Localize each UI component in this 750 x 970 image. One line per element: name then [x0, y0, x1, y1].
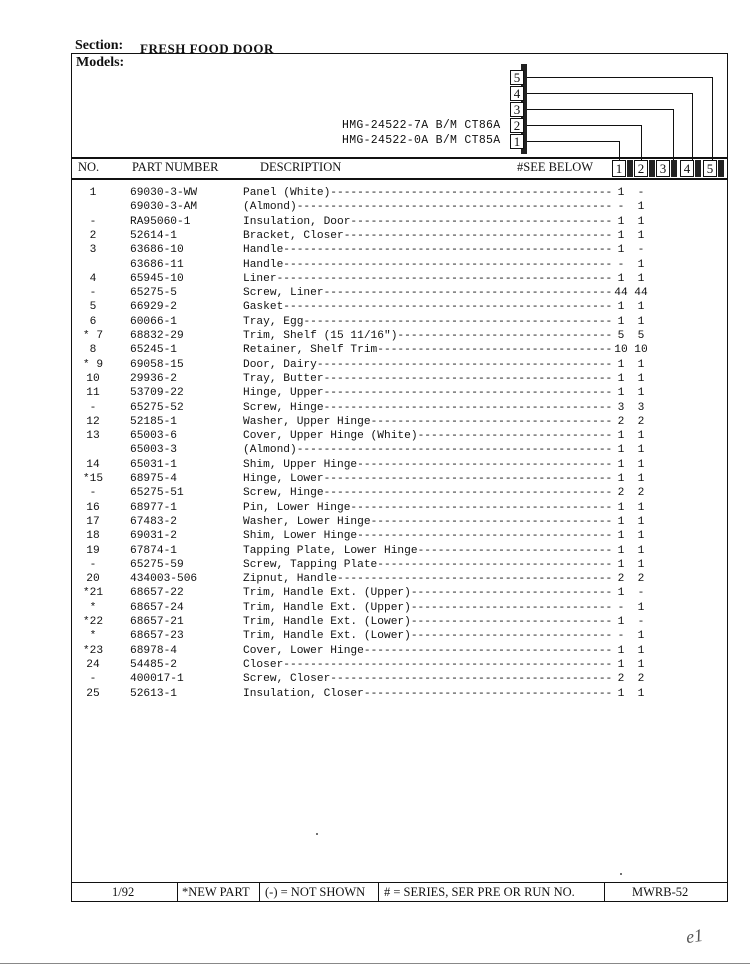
series-box-2: 2 — [510, 118, 524, 133]
part-number: 65003-6 — [130, 430, 177, 443]
part-number: 68832-29 — [130, 330, 184, 342]
header-series-divider — [718, 160, 724, 177]
table-row — [0, 215, 750, 229]
qty-series-2: 1 — [637, 544, 645, 557]
model-line-2: HMG-24522-0A B/M CT85A — [342, 134, 501, 147]
part-number: 68657-21 — [130, 616, 184, 628]
qty-series-1: 1 — [617, 387, 625, 400]
table-row — [0, 672, 750, 686]
header-series-divider — [627, 160, 633, 177]
qty-series-2: - — [637, 616, 645, 628]
header-bottom-rule — [72, 178, 727, 180]
model-line-1: HMG-24522-7A B/M CT86A — [342, 119, 501, 132]
part-number: 65003-3 — [130, 444, 177, 457]
qty-series-2: 2 — [637, 573, 645, 586]
part-description: Insulation, Door ----- — [243, 215, 613, 229]
part-number: 68977-1 — [130, 501, 177, 514]
table-row — [0, 501, 750, 515]
table-row — [0, 315, 750, 329]
part-item-number: 3 — [89, 244, 97, 257]
part-description: Washer, Lower Hinge ----- — [243, 515, 613, 529]
header-series-box-3: 3 — [656, 160, 670, 177]
part-number: 53709-22 — [130, 387, 184, 400]
part-description: Tray, Egg ----- — [243, 315, 613, 329]
qty-series-2: - — [637, 244, 645, 257]
qty-series-2: 2 — [637, 673, 645, 686]
qty-series-1: 1 — [617, 616, 625, 628]
footer-new-part-legend: *NEW PART — [182, 885, 250, 899]
models-label: Models: — [76, 55, 125, 70]
qty-series-1: - — [617, 630, 625, 643]
table-row — [0, 644, 750, 658]
qty-series-2: 1 — [637, 515, 645, 528]
part-description: Shim, Upper Hinge ----- — [243, 458, 613, 472]
header-series-box-1: 1 — [612, 160, 626, 177]
qty-series-1: 1 — [617, 430, 625, 443]
qty-series-2: 1 — [637, 458, 645, 471]
qty-series-2: - — [637, 187, 645, 199]
part-item-number: 17 — [86, 515, 100, 528]
part-number: 69030-3-AM — [130, 201, 198, 214]
qty-series-2: 1 — [637, 272, 645, 285]
qty-series-1: - — [617, 601, 625, 614]
table-row — [0, 458, 750, 472]
part-description: Shim, Lower Hinge ----- — [243, 529, 613, 543]
part-description: Gasket ----- — [243, 300, 613, 314]
qty-series-2: 1 — [637, 444, 645, 457]
qty-series-1: 1 — [617, 515, 625, 528]
part-description: Retainer, Shelf Trim ----- — [243, 343, 613, 357]
part-number: 67874-1 — [130, 544, 177, 557]
qty-series-2: 1 — [637, 372, 645, 385]
part-description: Panel (White) ----- — [243, 186, 613, 200]
part-number: 65275-51 — [130, 487, 184, 500]
part-item-number: * — [89, 601, 97, 614]
table-row — [0, 615, 750, 629]
qty-series-2: 1 — [637, 215, 645, 228]
part-number: 69058-15 — [130, 358, 184, 371]
part-number: 68657-22 — [130, 587, 184, 600]
header-series-divider — [695, 160, 701, 177]
handwritten-mark: e1 — [684, 924, 705, 948]
part-item-number: 24 — [86, 658, 100, 671]
part-number: 68657-23 — [130, 630, 184, 643]
table-row — [0, 486, 750, 500]
part-number: 52185-1 — [130, 415, 177, 428]
qty-series-1: 1 — [617, 229, 625, 242]
qty-series-1: 10 — [614, 344, 628, 357]
table-row — [0, 200, 750, 214]
qty-series-2: 1 — [637, 258, 645, 271]
qty-series-1: 1 — [617, 644, 625, 657]
qty-series-2: 1 — [637, 630, 645, 643]
series-box-5: 5 — [510, 70, 524, 85]
part-item-number: - — [89, 287, 97, 300]
table-row — [0, 687, 750, 701]
footer-bar — [72, 882, 727, 902]
part-description: Insulation, Closer ----- — [243, 687, 613, 701]
part-description: Screw, Closer ----- — [243, 672, 613, 686]
part-description: Handle ----- — [243, 258, 613, 272]
part-item-number: *22 — [82, 616, 104, 628]
table-row — [0, 186, 750, 200]
part-description: Cover, Lower Hinge ----- — [243, 644, 613, 658]
part-description: Liner ----- — [243, 272, 613, 286]
qty-series-1: 2 — [617, 415, 625, 428]
qty-series-1: 1 — [617, 372, 625, 385]
qty-series-1: 1 — [617, 358, 625, 371]
header-series-divider — [671, 160, 677, 177]
qty-series-2: 1 — [637, 229, 645, 242]
part-description: Trim, Handle Ext. (Lower) ----- — [243, 615, 613, 629]
part-item-number: *21 — [82, 587, 104, 600]
part-item-number: - — [89, 673, 97, 686]
table-row — [0, 629, 750, 643]
table-row — [0, 601, 750, 615]
part-number: 68975-4 — [130, 473, 177, 485]
col-header-description: DESCRIPTION — [260, 160, 342, 174]
table-row — [0, 372, 750, 386]
part-item-number: * 9 — [82, 358, 104, 371]
part-description: Washer, Upper Hinge ----- — [243, 415, 613, 429]
part-item-number: * 7 — [82, 330, 104, 342]
table-row — [0, 529, 750, 543]
table-row — [0, 572, 750, 586]
table-row — [0, 472, 750, 486]
part-item-number: 13 — [86, 430, 100, 443]
qty-series-2: 1 — [637, 473, 645, 485]
qty-series-1: 1 — [617, 473, 625, 485]
part-description: Hinge, Lower ----- — [243, 472, 613, 486]
part-item-number: 5 — [89, 301, 97, 314]
header-top-rule — [72, 157, 727, 159]
col-header-part-number: PART NUMBER — [132, 160, 219, 174]
scan-speck — [316, 833, 318, 835]
qty-series-2: 1 — [637, 658, 645, 671]
table-row — [0, 258, 750, 272]
qty-series-2: 5 — [637, 330, 645, 342]
part-number: 69030-3-WW — [130, 187, 198, 199]
table-row — [0, 443, 750, 457]
qty-series-2: 1 — [637, 558, 645, 571]
part-description: Cover, Upper Hinge (White) ----- — [243, 429, 613, 443]
table-row — [0, 415, 750, 429]
part-item-number: 16 — [86, 501, 100, 514]
qty-series-2: 1 — [637, 315, 645, 328]
footer-date: 1/92 — [112, 885, 135, 899]
series-box-1: 1 — [510, 134, 524, 149]
qty-series-2: 1 — [637, 501, 645, 514]
qty-series-1: 1 — [617, 187, 625, 199]
part-description: Handle ----- — [243, 243, 613, 257]
qty-series-1: 1 — [617, 315, 625, 328]
qty-series-1: 1 — [617, 558, 625, 571]
qty-series-2: 1 — [637, 430, 645, 443]
series-box-4: 4 — [510, 86, 524, 101]
qty-series-1: 1 — [617, 444, 625, 457]
page-bottom-rule — [0, 963, 750, 964]
qty-series-1: 3 — [617, 401, 625, 414]
part-number: 63686-10 — [130, 244, 184, 257]
qty-series-2: 3 — [637, 401, 645, 414]
part-number: 65245-1 — [130, 344, 177, 357]
part-item-number: 8 — [89, 344, 97, 357]
part-description: Screw, Tapping Plate ----- — [243, 558, 613, 572]
qty-series-2: 1 — [637, 644, 645, 657]
qty-series-1: 2 — [617, 573, 625, 586]
part-description: Screw, Hinge ----- — [243, 486, 613, 500]
table-row — [0, 401, 750, 415]
qty-series-2: 1 — [637, 601, 645, 614]
part-number: 68657-24 — [130, 601, 184, 614]
part-item-number: 18 — [86, 530, 100, 543]
qty-series-2: 2 — [637, 487, 645, 500]
qty-series-2: 1 — [637, 530, 645, 543]
series-box-3: 3 — [510, 102, 524, 117]
qty-series-1: 1 — [617, 244, 625, 257]
header-series-box-2: 2 — [634, 160, 648, 177]
part-item-number: 1 — [89, 187, 97, 199]
part-item-number: 4 — [89, 272, 97, 285]
table-row — [0, 658, 750, 672]
part-description: (Almond) ----- — [243, 200, 613, 214]
part-item-number: 14 — [86, 458, 100, 471]
table-row — [0, 243, 750, 257]
part-item-number: - — [89, 215, 97, 228]
qty-series-2: 1 — [637, 201, 645, 214]
part-description: Trim, Handle Ext. (Upper) ----- — [243, 586, 613, 600]
part-description: Door, Dairy ----- — [243, 358, 613, 372]
section-label: Section: — [75, 38, 124, 53]
part-item-number: 19 — [86, 544, 100, 557]
qty-series-1: 2 — [617, 673, 625, 686]
qty-series-1: 1 — [617, 301, 625, 314]
qty-series-1: - — [617, 258, 625, 271]
part-number: 400017-1 — [130, 673, 184, 686]
table-row — [0, 329, 750, 343]
qty-series-1: 2 — [617, 487, 625, 500]
col-header-no: NO. — [78, 160, 100, 174]
qty-series-1: 1 — [617, 458, 625, 471]
qty-series-1: 1 — [617, 544, 625, 557]
part-number: 67483-2 — [130, 515, 177, 528]
qty-series-2: 1 — [637, 301, 645, 314]
part-number: 65275-5 — [130, 287, 177, 300]
table-row — [0, 300, 750, 314]
part-item-number: - — [89, 401, 97, 414]
table-row — [0, 515, 750, 529]
part-description: Screw, Liner ----- — [243, 286, 613, 300]
footer-divider — [378, 883, 379, 902]
table-row — [0, 358, 750, 372]
part-item-number: 6 — [89, 315, 97, 328]
part-item-number: * — [89, 630, 97, 643]
part-description: Tapping Plate, Lower Hinge ----- — [243, 544, 613, 558]
header-series-box-4: 4 — [680, 160, 694, 177]
part-number: 434003-506 — [130, 573, 198, 586]
part-description: Screw, Hinge ----- — [243, 401, 613, 415]
qty-series-2: 10 — [634, 344, 648, 357]
part-number: 54485-2 — [130, 658, 177, 671]
header-series-box-5: 5 — [703, 160, 717, 177]
part-number: 65275-59 — [130, 558, 184, 571]
part-item-number: 11 — [86, 387, 100, 400]
part-description: Trim, Handle Ext. (Upper) ----- — [243, 601, 613, 615]
table-row — [0, 272, 750, 286]
qty-series-1: 1 — [617, 215, 625, 228]
section-title: FRESH FOOD DOOR — [140, 41, 274, 56]
footer-divider — [177, 883, 178, 902]
part-description: Bracket, Closer ----- — [243, 229, 613, 243]
table-row — [0, 429, 750, 443]
qty-series-1: 1 — [617, 530, 625, 543]
qty-series-2: 1 — [637, 687, 645, 700]
col-header-see-below: #SEE BELOW — [517, 160, 594, 174]
footer-doc-code: MWRB-52 — [632, 885, 689, 899]
part-description: Tray, Butter ----- — [243, 372, 613, 386]
part-description: Trim, Handle Ext. (Lower) ----- — [243, 629, 613, 643]
footer-divider — [259, 883, 260, 902]
part-number: 68978-4 — [130, 644, 177, 657]
qty-series-1: 5 — [617, 330, 625, 342]
qty-series-2: 1 — [637, 387, 645, 400]
footer-not-shown-legend: (-) = NOT SHOWN — [265, 885, 366, 899]
qty-series-2: 44 — [634, 287, 648, 300]
part-description: Trim, Shelf (15 11/16") ----- — [243, 329, 613, 343]
qty-series-2: 1 — [637, 358, 645, 371]
part-number: 65275-52 — [130, 401, 184, 414]
table-row — [0, 386, 750, 400]
table-row — [0, 558, 750, 572]
table-row — [0, 586, 750, 600]
part-item-number: *23 — [82, 644, 104, 657]
part-item-number: 20 — [86, 573, 100, 586]
qty-series-1: 1 — [617, 272, 625, 285]
table-row — [0, 286, 750, 300]
part-number: 63686-11 — [130, 258, 184, 271]
part-number: 66929-2 — [130, 301, 177, 314]
part-number: RA95060-1 — [130, 215, 191, 228]
part-number: 29936-2 — [130, 372, 177, 385]
part-item-number: 12 — [86, 415, 100, 428]
part-number: 65031-1 — [130, 458, 177, 471]
part-item-number: 2 — [89, 229, 97, 242]
part-item-number: 25 — [86, 687, 100, 700]
part-description: (Almond) ----- — [243, 443, 613, 457]
qty-series-1: 1 — [617, 658, 625, 671]
scan-speck — [620, 873, 622, 875]
part-number: 60066-1 — [130, 315, 177, 328]
part-item-number: - — [89, 487, 97, 500]
part-description: Pin, Lower Hinge ----- — [243, 501, 613, 515]
part-item-number: - — [89, 558, 97, 571]
part-item-number: 10 — [86, 372, 100, 385]
part-number: 69031-2 — [130, 530, 177, 543]
footer-divider — [604, 883, 605, 902]
part-description: Closer ----- — [243, 658, 613, 672]
qty-series-1: - — [617, 201, 625, 214]
qty-series-1: 1 — [617, 501, 625, 514]
header-series-divider — [649, 160, 655, 177]
table-row — [0, 544, 750, 558]
qty-series-2: 2 — [637, 415, 645, 428]
footer-series-legend: # = SERIES, SER PRE OR RUN NO. — [384, 885, 575, 899]
table-row — [0, 343, 750, 357]
part-item-number: *15 — [82, 473, 104, 485]
qty-series-1: 1 — [617, 587, 625, 600]
part-number: 65945-10 — [130, 272, 184, 285]
part-description: Zipnut, Handle ----- — [243, 572, 613, 586]
part-number: 52613-1 — [130, 687, 177, 700]
part-number: 52614-1 — [130, 229, 177, 242]
qty-series-1: 1 — [617, 687, 625, 700]
qty-series-1: 44 — [614, 287, 628, 300]
qty-series-2: - — [637, 587, 645, 600]
part-description: Hinge, Upper ----- — [243, 386, 613, 400]
table-row — [0, 229, 750, 243]
